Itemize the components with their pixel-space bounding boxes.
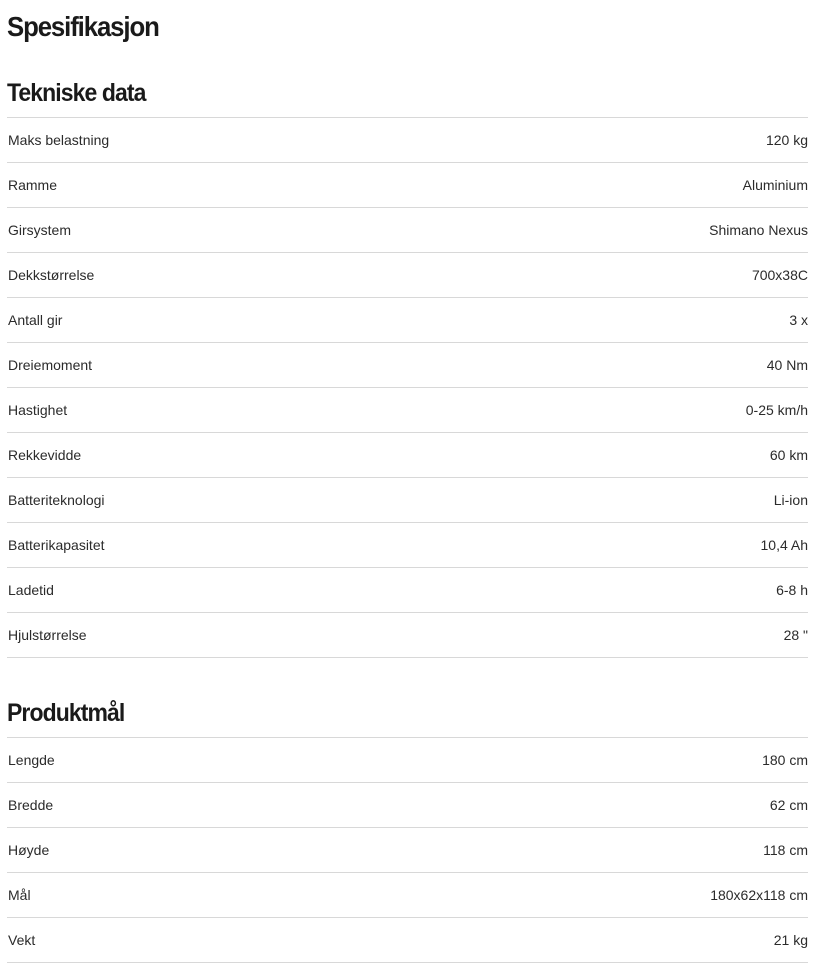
- spec-value: 40 Nm: [766, 357, 808, 373]
- section-title-dimensions: Produktmål: [7, 699, 125, 727]
- table-row: [7, 828, 808, 873]
- table-row: [7, 433, 808, 478]
- table-row: [7, 118, 808, 163]
- spec-label: Hjulstørrelse: [8, 627, 87, 643]
- table-row: [7, 163, 808, 208]
- spec-label: Mål: [8, 887, 31, 903]
- spec-value: 0-25 km/h: [745, 402, 808, 418]
- spec-value: 6-8 h: [776, 582, 808, 598]
- spec-label: Batteriteknologi: [8, 492, 105, 508]
- spec-value: 180 cm: [762, 752, 808, 768]
- table-row: [7, 613, 808, 658]
- spec-label: Batterikapasitet: [8, 537, 105, 553]
- spec-label: Ladetid: [8, 582, 54, 598]
- spec-value: 28 ": [783, 627, 808, 643]
- spec-label: Dekkstørrelse: [8, 267, 95, 283]
- spec-value: 62 cm: [769, 797, 808, 813]
- table-row: [7, 343, 808, 388]
- section-title-technical: Tekniske data: [7, 79, 146, 107]
- table-row: [7, 738, 808, 783]
- table-row: [7, 783, 808, 828]
- technical-spec-table: [7, 117, 808, 658]
- table-row: [7, 208, 808, 253]
- table-row: [7, 388, 808, 433]
- spec-label: Høyde: [8, 842, 50, 858]
- spec-value: 3 x: [789, 312, 808, 328]
- spec-value: Aluminium: [742, 177, 808, 193]
- spec-label: Bredde: [8, 797, 54, 813]
- spec-label: Vekt: [8, 932, 36, 948]
- spec-value: Li-ion: [773, 492, 808, 508]
- spec-value: 60 km: [769, 447, 808, 463]
- spec-label: Rekkevidde: [8, 447, 82, 463]
- spec-value: 21 kg: [773, 932, 808, 948]
- spec-value: 118 cm: [763, 842, 808, 858]
- spec-label: Lengde: [8, 752, 55, 768]
- spec-label: Dreiemoment: [8, 357, 93, 373]
- spec-value: 120 kg: [765, 132, 808, 148]
- table-row: [7, 478, 808, 523]
- table-row: [7, 568, 808, 613]
- dimensions-spec-table: [7, 737, 808, 963]
- table-row: [7, 918, 808, 963]
- spec-value: 700x38C: [751, 267, 808, 283]
- spec-value: Shimano Nexus: [709, 222, 808, 238]
- table-row: [7, 298, 808, 343]
- spec-label: Antall gir: [8, 312, 63, 328]
- spec-label: Hastighet: [8, 402, 68, 418]
- page-title: Spesifikasjon: [7, 11, 159, 42]
- table-row: [7, 873, 808, 918]
- spec-label: Ramme: [8, 177, 58, 193]
- table-row: [7, 523, 808, 568]
- table-row: [7, 253, 808, 298]
- spec-value: 180x62x118 cm: [710, 887, 808, 903]
- spec-value: 10,4 Ah: [760, 537, 808, 553]
- spec-label: Girsystem: [8, 222, 71, 238]
- spec-label: Maks belastning: [8, 132, 110, 148]
